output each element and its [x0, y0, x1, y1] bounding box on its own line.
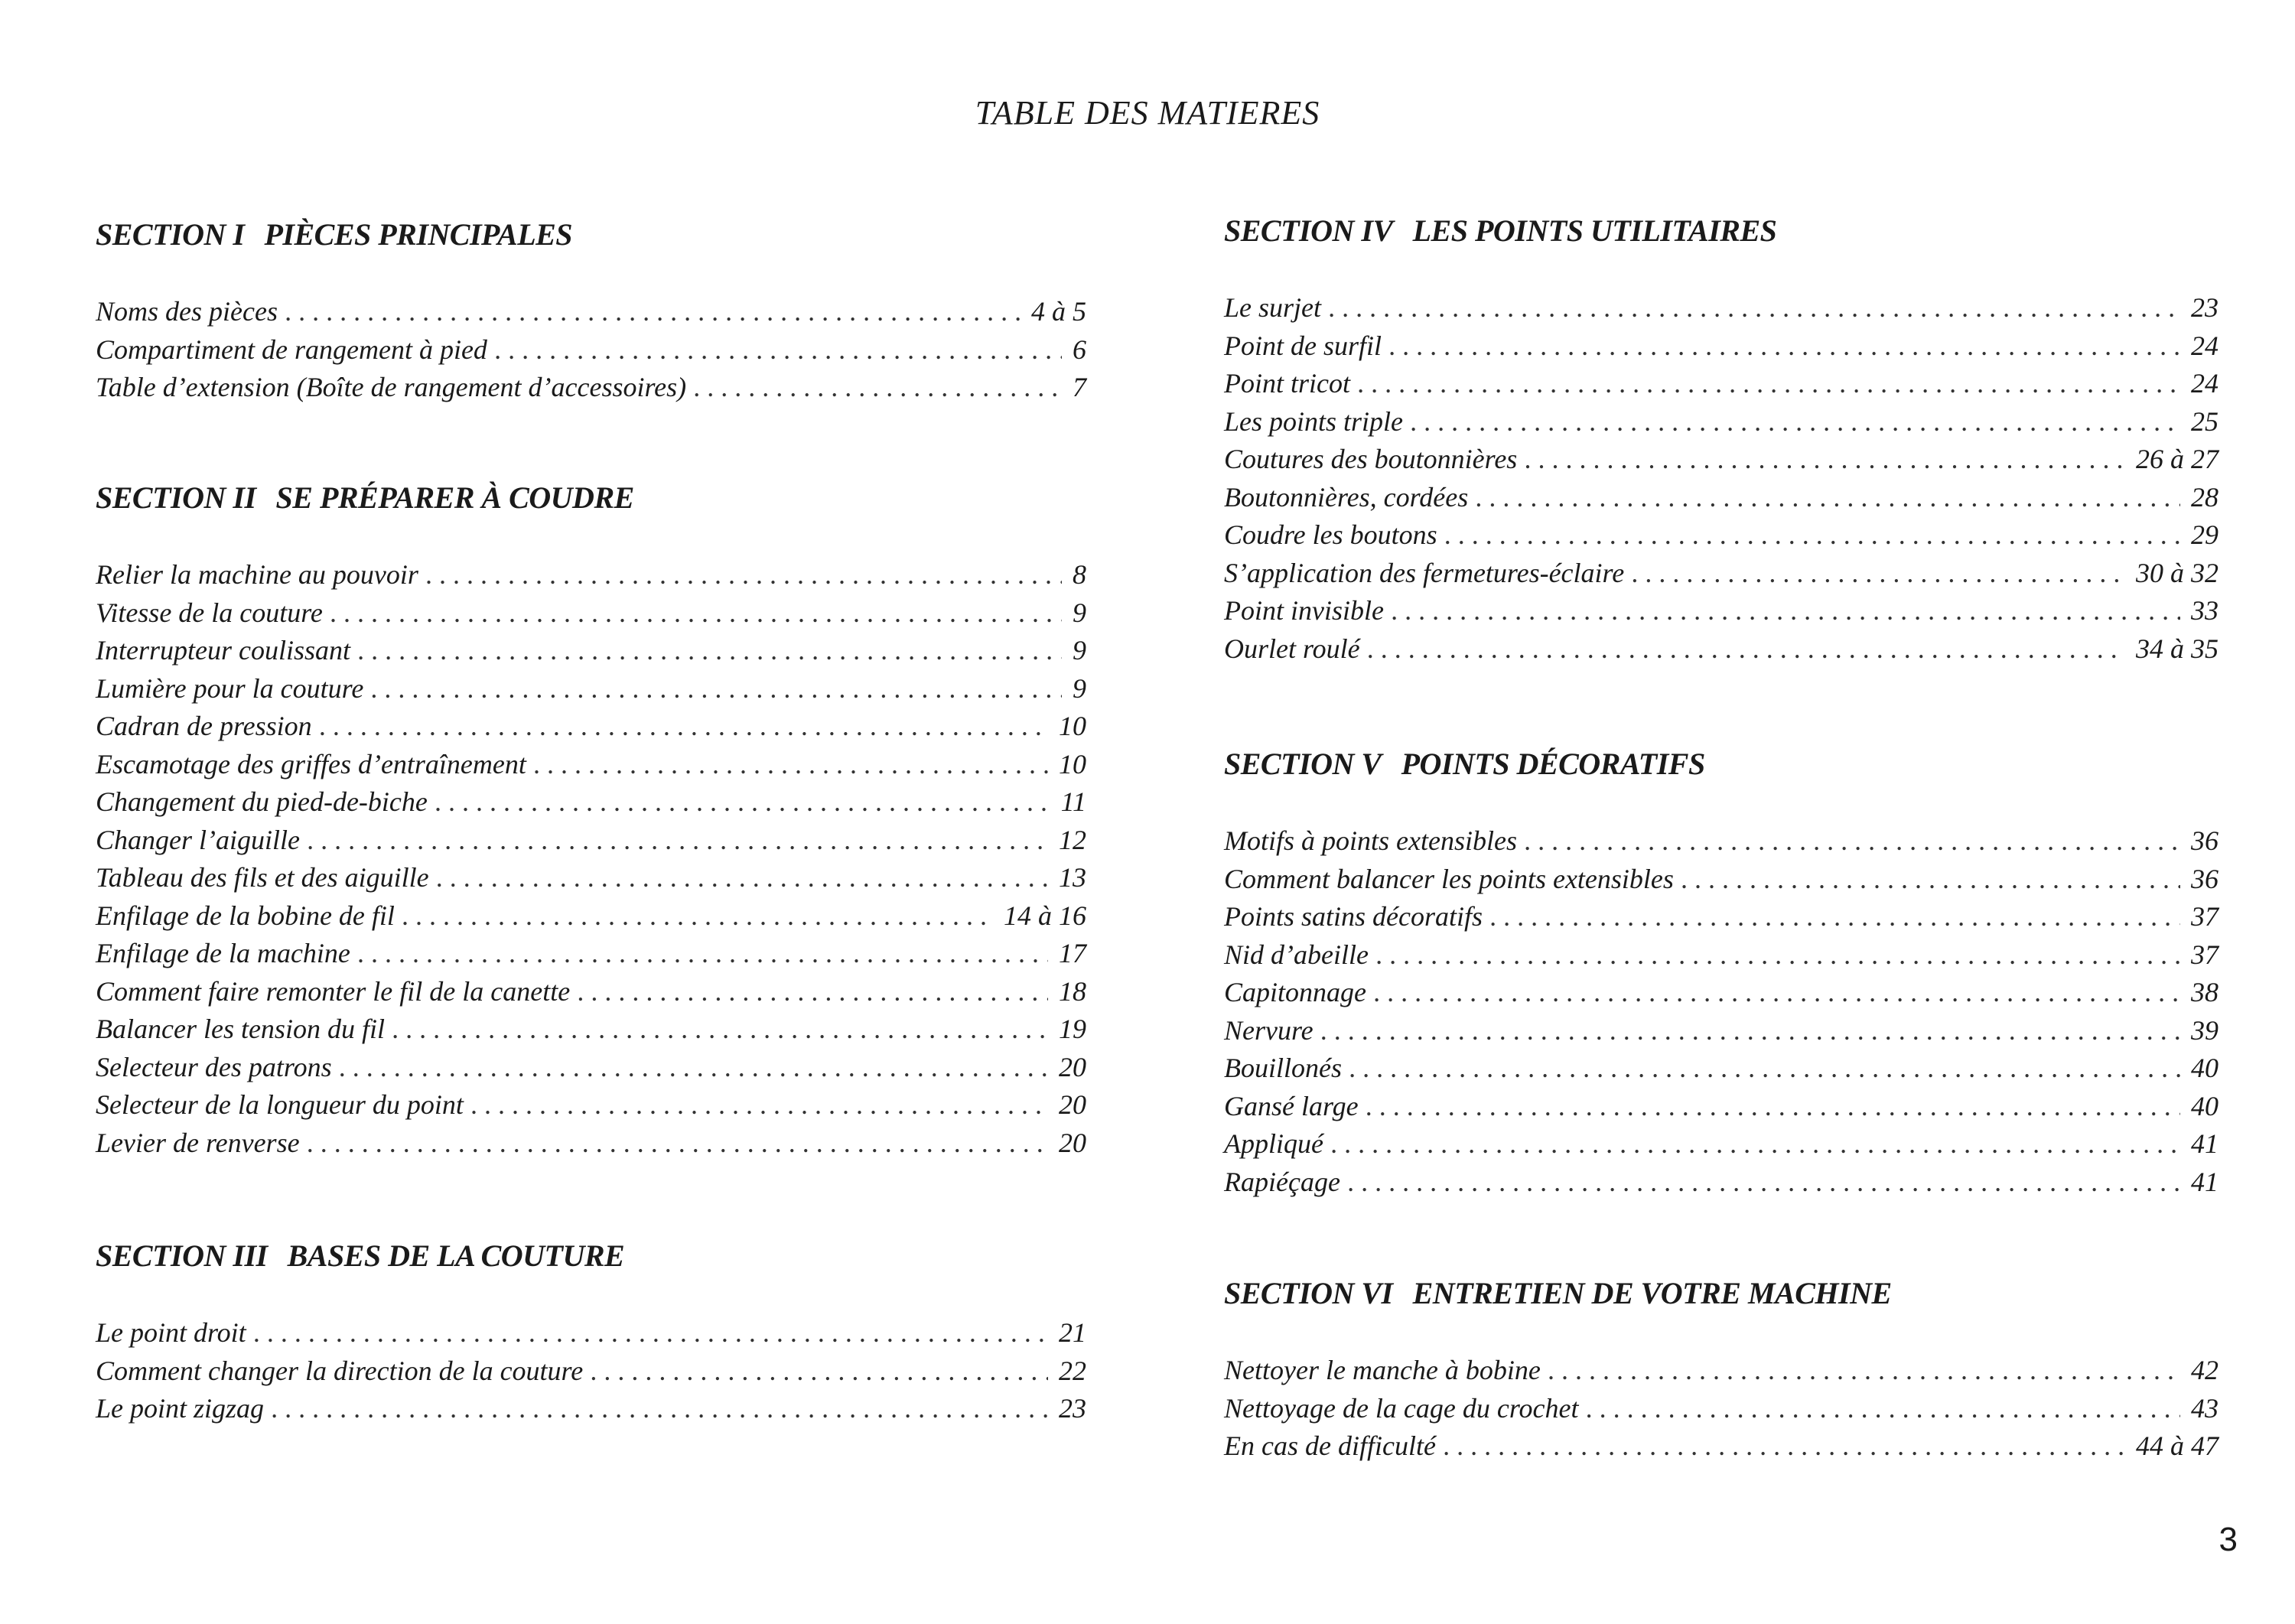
toc-entry	[1224, 519, 2218, 557]
toc-entry-label: Motifs à points extensibles	[1224, 825, 1517, 856]
dot-leader	[320, 710, 1048, 742]
toc-entry-page: 20	[1059, 1089, 1086, 1120]
toc-entry-page: 34 à 35	[2136, 633, 2218, 664]
toc-entry-label: Les points triple	[1224, 405, 1404, 437]
toc-entry-page: 42	[2191, 1355, 2218, 1385]
dot-leader	[1445, 519, 2180, 551]
dot-leader	[1348, 1166, 2180, 1198]
toc-entry	[96, 672, 1086, 711]
toc-entry-label: Gansé large	[1224, 1090, 1359, 1121]
section-number: SECTION I	[96, 217, 245, 252]
section-6	[1224, 1275, 2218, 1468]
dot-leader	[402, 900, 993, 932]
section-number: SECTION V	[1224, 747, 1382, 781]
dot-leader	[437, 861, 1048, 893]
toc-entry-label: Ourlet roulé	[1224, 633, 1360, 664]
section-number: SECTION III	[96, 1238, 268, 1273]
toc-entry-page: 39	[2191, 1014, 2218, 1046]
dot-leader	[330, 597, 1062, 629]
dot-leader	[1366, 1090, 2180, 1122]
dot-leader	[1681, 863, 2180, 895]
dot-leader	[471, 1089, 1048, 1121]
toc-entry-page: 41	[2191, 1166, 2218, 1197]
toc-entry-label: Point invisible	[1224, 595, 1384, 626]
toc-entry-label: Cadran de pression	[96, 711, 312, 741]
section-name: BASES DE LA COUTURE	[287, 1238, 625, 1273]
section-entries	[1224, 1354, 2218, 1468]
toc-entry	[96, 371, 1086, 409]
toc-entry	[1224, 367, 2218, 405]
toc-entry	[1224, 633, 2218, 671]
dot-leader	[358, 634, 1062, 666]
toc-entry	[1224, 1052, 2218, 1090]
toc-entry-page: 17	[1059, 938, 1086, 968]
toc-entry-page: 44 à 47	[2136, 1430, 2218, 1461]
toc-entry-label: Vitesse de la couture	[96, 597, 323, 628]
toc-entry	[1224, 1014, 2218, 1053]
toc-entry	[96, 900, 1086, 938]
section-number: SECTION II	[96, 480, 256, 515]
toc-entry	[96, 334, 1086, 372]
section-heading	[96, 480, 1086, 516]
toc-entry	[96, 1089, 1086, 1127]
toc-entry	[96, 1355, 1086, 1393]
dot-leader	[358, 937, 1048, 969]
toc-entry-page: 6	[1073, 334, 1086, 365]
section-name: ENTRETIEN DE VOTRE MACHINE	[1412, 1276, 1892, 1310]
dot-leader	[254, 1316, 1048, 1349]
toc-entry-label: Capitonnage	[1224, 977, 1366, 1007]
toc-entry-label: Enfilage de la bobine de fil	[96, 900, 395, 931]
toc-entry-page: 23	[1059, 1393, 1086, 1424]
toc-entry	[1224, 1430, 2218, 1468]
dot-leader	[1490, 900, 2180, 932]
dot-leader	[1411, 405, 2180, 438]
toc-entry-page: 8	[1073, 559, 1086, 590]
toc-entry-label: Comment balancer les points extensibles	[1224, 863, 1674, 894]
toc-entry-label: Nettoyer le manche à bobine	[1224, 1355, 1541, 1385]
toc-entry	[1224, 1166, 2218, 1204]
toc-entry-page: 23	[2191, 292, 2218, 323]
dot-leader	[1329, 291, 2180, 324]
dot-leader	[1321, 1014, 2180, 1046]
toc-entry-label: Changement du pied-de-biche	[96, 786, 428, 817]
dot-leader	[1374, 976, 2180, 1008]
toc-entry-page: 20	[1059, 1051, 1086, 1082]
toc-entry	[96, 634, 1086, 672]
toc-entry	[1224, 557, 2218, 595]
toc-entry-page: 19	[1059, 1014, 1086, 1044]
dot-leader	[1368, 633, 2125, 665]
toc-entry-label: S’application des fermetures-éclaire	[1224, 557, 1625, 588]
section-number: SECTION VI	[1224, 1276, 1393, 1310]
toc-entry-page: 18	[1059, 975, 1086, 1007]
dot-leader	[1476, 481, 2180, 513]
dot-leader	[371, 672, 1062, 705]
toc-entry	[96, 1316, 1086, 1355]
toc-entry	[96, 786, 1086, 824]
toc-entry	[1224, 825, 2218, 863]
toc-entry-label: Nid d’abeille	[1224, 939, 1369, 970]
toc-entry	[96, 1013, 1086, 1051]
toc-entry-label: Point tricot	[1224, 368, 1350, 399]
section-name: LES POINTS UTILITAIRES	[1412, 213, 1777, 248]
toc-entry-page: 36	[2191, 863, 2218, 894]
toc-entry	[1224, 330, 2218, 368]
section-entries	[96, 1316, 1086, 1430]
toc-entry-page: 40	[2191, 1090, 2218, 1121]
dot-leader	[308, 824, 1048, 856]
toc-entry-page: 14 à 16	[1004, 900, 1086, 931]
dot-leader	[578, 975, 1048, 1007]
toc-entry-label: Enfilage de la machine	[96, 938, 350, 968]
toc-entry-page: 11	[1060, 786, 1086, 817]
toc-entry-label: Selecteur de la longueur du point	[96, 1089, 464, 1120]
toc-entry-page: 33	[2191, 595, 2218, 626]
toc-entry-page: 9	[1073, 635, 1086, 666]
toc-entry-page: 28	[2191, 481, 2218, 513]
toc-entry-page: 30 à 32	[2136, 557, 2218, 588]
toc-entry-page: 29	[2191, 519, 2218, 550]
section-entries	[1224, 291, 2218, 670]
toc-entry-label: Point de surfil	[1224, 330, 1382, 361]
toc-entry-label: Balancer les tension du fil	[96, 1014, 385, 1044]
dot-leader	[1525, 443, 2125, 475]
toc-entry	[1224, 1392, 2218, 1430]
toc-entry-label: Boutonnières, cordées	[1224, 481, 1469, 513]
toc-entry-page: 21	[1059, 1317, 1086, 1348]
toc-entry-label: Rapiéçage	[1224, 1166, 1340, 1197]
toc-entry	[1224, 291, 2218, 330]
toc-entry-page: 37	[2191, 901, 2218, 932]
dot-leader	[694, 371, 1062, 403]
section-heading	[1224, 746, 2218, 782]
toc-entry-page: 37	[2191, 939, 2218, 970]
section-1	[96, 216, 1086, 409]
toc-entry	[1224, 1128, 2218, 1166]
dot-leader	[272, 1392, 1048, 1424]
toc-entry	[96, 975, 1086, 1014]
dot-leader	[308, 1127, 1048, 1159]
dot-leader	[495, 334, 1062, 366]
toc-entry-page: 24	[2191, 330, 2218, 361]
toc-entry-page: 20	[1059, 1127, 1086, 1158]
toc-entry	[96, 558, 1086, 597]
toc-entry	[96, 597, 1086, 635]
toc-entry-label: Nervure	[1224, 1014, 1314, 1046]
toc-entry-label: Table d’extension (Boîte de rangement d’accessoires)	[96, 372, 687, 402]
dot-leader	[285, 295, 1021, 327]
toc-entry	[96, 748, 1086, 786]
dot-leader	[534, 748, 1048, 780]
section-entries	[1224, 825, 2218, 1203]
toc-entry-label: En cas de difficulté	[1224, 1430, 1436, 1461]
toc-entry-label: Coutures des boutonnières	[1224, 444, 1518, 474]
toc-entry-page: 10	[1059, 711, 1086, 741]
section-4	[1224, 213, 2218, 670]
toc-entry-label: Relier la machine au pouvoir	[96, 559, 418, 590]
section-heading	[96, 1238, 1086, 1274]
dot-leader	[340, 1051, 1048, 1083]
section-name: SE PRÉPARER À COUDRE	[275, 480, 634, 515]
toc-entry-label: Bouillonés	[1224, 1053, 1342, 1083]
page-number: 3	[2218, 1521, 2238, 1558]
dot-leader	[1376, 939, 2180, 971]
toc-entry	[1224, 900, 2218, 939]
toc-entry-label: Le surjet	[1224, 292, 1322, 323]
dot-leader	[1349, 1052, 2180, 1084]
toc-entry-label: Selecteur des patrons	[96, 1051, 332, 1082]
toc-entry	[96, 1392, 1086, 1430]
section-2	[96, 480, 1086, 1164]
section-entries	[96, 295, 1086, 409]
dot-leader	[1392, 594, 2180, 626]
toc-entry-page: 43	[2191, 1392, 2218, 1424]
toc-entry	[96, 295, 1086, 334]
toc-entry-label: Appliqué	[1224, 1128, 1323, 1159]
toc-entry-page: 25	[2191, 405, 2218, 437]
dot-leader	[1444, 1430, 2125, 1462]
dot-leader	[1587, 1392, 2181, 1424]
section-3	[96, 1238, 1086, 1430]
toc-entry-page: 9	[1073, 672, 1086, 704]
toc-entry	[1224, 976, 2218, 1014]
section-number: SECTION IV	[1224, 213, 1393, 248]
toc-entry-page: 22	[1059, 1355, 1086, 1386]
toc-entry	[96, 861, 1086, 900]
toc-entry-label: Interrupteur coulissant	[96, 635, 350, 666]
dot-leader	[1358, 367, 2180, 399]
toc-entry-page: 12	[1059, 824, 1086, 855]
toc-entry-label: Coudre les boutons	[1224, 519, 1437, 550]
toc-entry-label: Nettoyage de la cage du crochet	[1224, 1392, 1579, 1424]
toc-entry-label: Tableau des fils et des aiguille	[96, 862, 429, 893]
toc-entry	[1224, 939, 2218, 977]
toc-entry	[1224, 1354, 2218, 1392]
toc-entry	[1224, 443, 2218, 481]
toc-entry-label: Le point droit	[96, 1317, 246, 1348]
toc-entry-label: Le point zigzag	[96, 1393, 265, 1424]
toc-entry-page: 9	[1073, 597, 1086, 628]
dot-leader	[392, 1013, 1048, 1045]
toc-entry-label: Comment faire remonter le fil de la canette	[96, 975, 571, 1007]
toc-entry	[1224, 405, 2218, 444]
toc-entry	[96, 1127, 1086, 1165]
dot-leader	[1548, 1354, 2180, 1386]
dot-leader	[1389, 330, 2180, 362]
dot-leader	[591, 1355, 1048, 1387]
toc-entry-page: 36	[2191, 825, 2218, 856]
toc-entry-page: 38	[2191, 977, 2218, 1007]
dot-leader	[1525, 825, 2180, 857]
toc-entry-page: 41	[2191, 1128, 2218, 1159]
toc-entry	[96, 937, 1086, 975]
toc-entry	[1224, 863, 2218, 901]
toc-entry	[96, 824, 1086, 862]
toc-entry-page: 24	[2191, 368, 2218, 399]
page-title: TABLE DES MATIERES	[975, 94, 1320, 132]
dot-leader	[1331, 1128, 2180, 1160]
dot-leader	[1632, 557, 2125, 589]
section-5	[1224, 746, 2218, 1203]
section-heading	[1224, 213, 2218, 249]
toc-entry-label: Noms des pièces	[96, 296, 278, 327]
toc-entry-label: Lumière pour la couture	[96, 672, 364, 704]
toc-entry	[1224, 1090, 2218, 1128]
section-heading	[96, 216, 1086, 252]
section-entries	[96, 558, 1086, 1164]
toc-entry	[1224, 481, 2218, 519]
section-name: POINTS DÉCORATIFS	[1401, 747, 1705, 781]
toc-entry-label: Levier de renverse	[96, 1127, 300, 1158]
toc-entry	[96, 710, 1086, 748]
dot-leader	[426, 558, 1062, 591]
toc-entry-label: Compartiment de rangement à pied	[96, 334, 487, 365]
dot-leader	[435, 786, 1050, 818]
toc-entry	[96, 1051, 1086, 1089]
toc-entry-page: 7	[1073, 372, 1086, 402]
toc-entry-page: 13	[1059, 862, 1086, 893]
toc-entry-page: 40	[2191, 1053, 2218, 1083]
section-name: PIÈCES PRINCIPALES	[264, 217, 573, 252]
toc-entry-label: Escamotage des griffes d’entraînement	[96, 748, 526, 779]
toc-entry	[1224, 594, 2218, 633]
toc-entry-page: 10	[1059, 748, 1086, 779]
toc-entry-label: Comment changer la direction de la couture	[96, 1355, 584, 1386]
toc-entry-page: 4 à 5	[1031, 296, 1086, 327]
toc-entry-page: 26 à 27	[2136, 444, 2218, 474]
toc-entry-label: Points satins décoratifs	[1224, 901, 1483, 932]
section-heading	[1224, 1275, 2218, 1311]
toc-entry-label: Changer l’aiguille	[96, 824, 300, 855]
